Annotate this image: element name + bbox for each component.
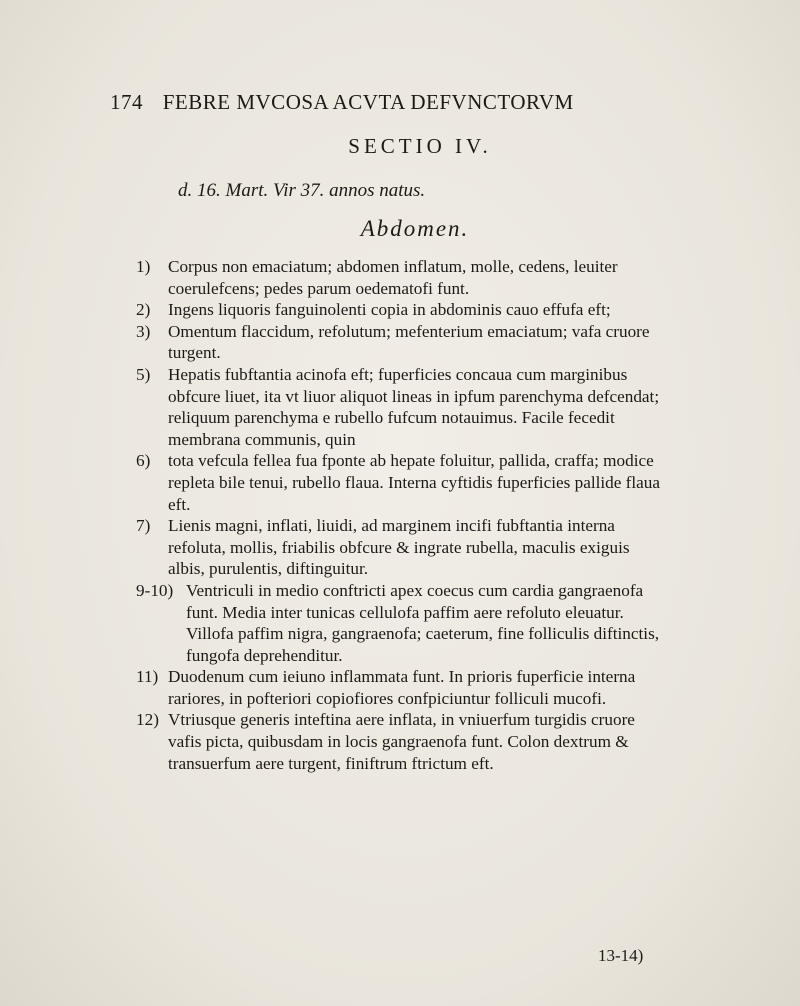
entry-number: 7) [136,516,151,536]
findings-list [136,256,666,774]
entry-text: Vtriusque generis inteftina aere inflata, in vniuerfum turgidis cruore vafis picta, quibusdam in locis gangraenofa funt. Colon dextrum & transuerfum aere turgent, finiftrum ftrictum eft. [168,710,635,773]
entry-text: tota vefcula fellea fua fponte ab hepate foluitur, pallida, craffa; modice repleta bile tenui, rubello flaua. Interna cyftidis fuperficies pallide flaua eft. [168,451,661,514]
finding-entry [136,364,666,450]
entry-number: 3) [136,321,151,341]
finding-entry [136,321,666,364]
entry-number: 1) [136,257,151,276]
entry-number: 9-10) [136,580,174,600]
entry-number: 12) [136,710,159,730]
catchword: 13-14) [598,946,644,965]
entry-text: Omentum flaccidum, refolutum; mefenterium emaciatum; vafa cruore turgent. [168,321,650,363]
case-dateline: d. 16. Mart. Vir 37. annos natus. [178,180,426,201]
entry-number: 5) [136,364,151,384]
running-header [110,90,710,115]
section-heading: SECTIO IV. [348,134,492,158]
finding-entry [136,515,666,580]
finding-entry [136,580,666,666]
entry-text: Ingens liquoris fanguinolenti copia in abdominis cauo effufa eft; [168,300,611,320]
finding-entry [136,709,666,774]
entry-number: 6) [136,451,151,471]
page-number: 174 [110,90,143,114]
entry-text: Lienis magni, inflati, liuidi, ad marginem incifi fubftantia interna refoluta, mollis, friabilis obfcure & ingrate rubella, maculis exiguis albis, purulentis, diftinguitur. [168,516,630,579]
entry-text: Hepatis fubftantia acinofa eft; fuperficies concaua cum marginibus obfcure liuet, ita vt liuor aliquot lineas in ipfum parenchyma defcendat; reliquum parenchyma e rubello fufcum notauimus. Facile fecedit membrana communis, quin [168,364,660,449]
finding-entry [136,256,666,299]
entry-text: Duodenum cum ieiuno inflammata funt. In prioris fuperficie interna rariores, in pofteriori copiofiores confpiciuntur folliculi mucofi. [168,667,636,708]
entry-text: Ventriculi in medio conftricti apex coecus cum cardia gangraenofa funt. Media inter tunicas cellulofa paffim aere refoluto eleuatur. Villofa paffim nigra, gangraenofa; caeterum, fine folliculis diftinctis, fungofa deprehenditur. [186,580,660,665]
subtitle: Abdomen. [360,216,470,241]
finding-entry [136,666,666,709]
entry-text: Corpus non emaciatum; abdomen inflatum, molle, cedens, leuiter coerulefcens; pedes parum oedematofi funt. [168,257,618,298]
finding-entry [136,450,666,515]
finding-entry [136,299,666,321]
entry-number: 2) [136,300,151,320]
running-title: FEBRE MVCOSA ACVTA DEFVNCTORVM [162,90,574,114]
entry-number: 11) [136,667,159,687]
